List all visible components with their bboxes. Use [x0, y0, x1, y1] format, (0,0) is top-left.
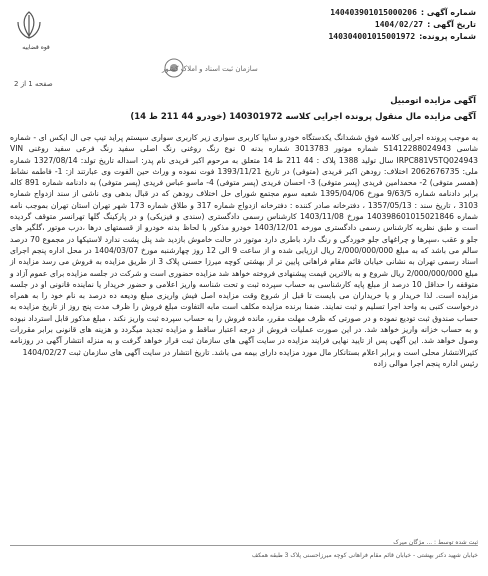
body-paragraph: به موجب پرونده اجرایی کلاسه فوق ششدانگ یکدستگاه خودرو سایپا کاربری سواری زیر کاربری سواری سیستم پراید تیپ جی ال ایکس ای - شماره شاسی S1412288024943 شماره موتور 3013783 شماره بدنه 0 نوع رنگ روغنی رنگ اصلی سفید رنگ فرعی سفید روغنی VIN IRPC881V5TQ024943 سال تولید 1388 پلاک : 44 211 ط 14 متعلق به مرحوم اکبر فریدی نام پدر: اسداله تاریخ تولد: 1327/08/14 شماره ملی: 2062676735 اختلاف: رودهن اکبر فریدی (متوفی) در تاریخ 1393/11/21 فوت نموده و وراث حین الفوت وی عبارتند از: 1- فاطمه نشاط (همسر متوفی) 2- محمدامین فریدی (پسر متوفی) 3- احسان فریدی (پسر متوفی) 4- ماسو عباس فریدی (پسر متوفی) به دادنامه شماره 891 کاله برابر دادنامه شماره 9/63/5 مورخ 1395/04/06 شعبه سوم مجتمع شورای حل اختلاف رودهن که در قبال بدهی وی ناشی از سند ازدواج شماره 3103 ، تاریخ سند : 1357/05/13 ، دفترخانه صادر کننده : دفترخانه ازدواج شماره 317 و طلاق شماره 173 شهر تهران استان تهران بموجب نامه شماره 140398601015021846 مورخ 1403/11/08 کارشناس رسمی دادگستری (سندی و فیزیکی) و در پارکینگ گلها تهرانسر متوقف گردیده است و طبق نظریه کارشناس رسمی دادگستری مورخه 1403/12/01 خودرو مذکور با لحاظ بدنه خودرو از قسمتهای درها ،درب موتور ،گلگیر های جلو و عقب ،سپرها و چراغهای جلو خوردگی و رنگ دارد باطری دارد موتور در حالت خاموش بازدید شد پنل پشت ندارد لاستیکها در مجموع 70 درصد سالم می باشد که به مبلغ 2/000/000/000 ریال ارزیابی شده و از ساعت 9 الی 12 روز چهارشنبه مورخ 1404/03/07 در محل اداره پنجم اجرای اسناد رسمی تهران به نشانی خیابان قائم مقام فراهانی پایین تر از بهشتی کوچه میرزا حسنی پلاک 3 از طریق مزایده به فروش می رسد مزایده از مبلغ 2/000/000/000 ریال شروع و به بالاترین قیمت پیشنهادی فروخته خواهد شد مزایده حضوری است و شرکت در جلسه مزایده برای عموم آزاد و متوقفه را حداقل 10 درصد از مبلغ پایه کارشناسی به حساب سپرده ثبت و تحت شناسه واریز اعلامی و حضور خریدار یا نماینده قانونی او در جلسه مزایده است. لذا خریدار و یا خریداران می بایست تا قبل از شروع وقت مزایده اصل فیش واریزی مبلغ ودیعه ده درصد به نام خود را به همراه درخواست کتبی به واحد اجرا تسلیم و ثبت نمایند. ضمنا برنده مزایده مکلف است مابه التفاوت مبلغ فروش را ظرف مدت پنج روز از تاریخ مزایده به حساب صندوق ثبت تودیع نموده و در صورتی که ظرف مهلت مقرر، مانده فروش را به حساب سپرده ثبت واریز نکند ، مبلغ مذکور قابل استرداد نبوده و به حساب خزانه واریز خواهد شد. در این صورت عملیات فروش از درجه اعتبار ساقط و مزایده تجدید میگردد و هزینه های قانونی برابر مقررات وصول خواهد شد. این آگهی پس از تایید نهایی فرایند مزایده در سایت آگهی های سازمان ثبت قرار خواهد گرفت و به منزله انتشار آگهی در روزنامه کثیرالانتشار محلی است و برابر اعلام بستانکار مال مورد مزایده دارای بیمه می باشد. تاریخ انتشار در سایت آگهی های سازمان ثبت 1404/02/27 [10, 133, 479, 357]
logo-text: سازمان ثبت اسناد و املاک کشور [162, 65, 258, 73]
ad-number-row [176, 7, 476, 19]
signature-note: ثبت شده توسط : ... مژگان میرک [393, 539, 478, 546]
case-number-row [176, 31, 476, 43]
iran-emblem-icon [12, 8, 46, 42]
ad-date-label: تاریخ آگهی : [427, 20, 476, 29]
ad-date: 1404/02/27 [374, 20, 424, 29]
case-number: 140304001015001972 [328, 32, 416, 41]
document-body [10, 132, 478, 369]
ad-number-label: شماره آگهی : [420, 8, 476, 17]
footer-divider [10, 545, 478, 546]
document-title: آگهی مزایده اتومبیل [390, 96, 476, 106]
closing-signature: رئیس اداره پنجم اجرا موالی زاده [373, 358, 478, 368]
ad-meta [176, 7, 476, 43]
page-number: صفحه 1 از 2 [14, 80, 53, 88]
registration-org-logo-icon [66, 56, 258, 80]
org-caption: قوه قضاییه [22, 44, 50, 51]
ad-date-row [176, 19, 476, 31]
document-subtitle: آگهی مزایده مال منقول پرونده اجرایی کلاسه 140301972 (خودرو 44 211 ط 14) [130, 112, 476, 122]
footer-address: خیابان شهید دکتر بهشتی - خیابان قائم مقام فراهانی کوچه میرزاحسنی پلاک 3 طبقه همکف [251, 552, 478, 559]
ad-number: 140403901015000206 [330, 8, 417, 17]
case-number-label: شماره پرونده: [419, 32, 476, 41]
